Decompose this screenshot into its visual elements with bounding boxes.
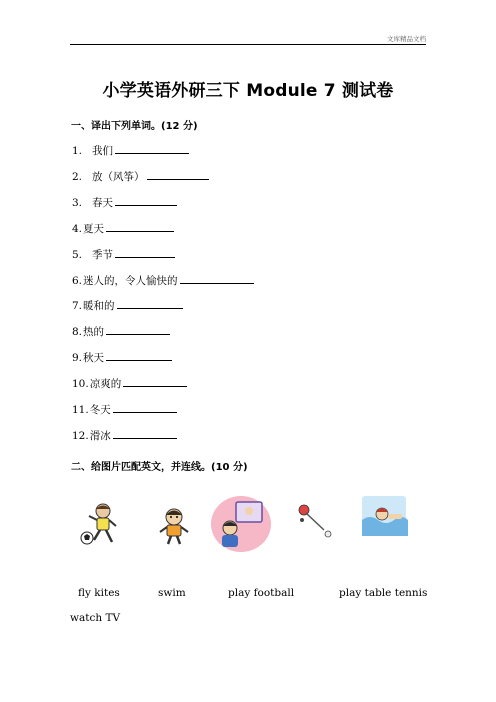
question-number: 5.: [72, 248, 83, 261]
answer-blank[interactable]: [180, 274, 254, 284]
question-text: 放（风筝）: [92, 170, 145, 183]
label-play-football: play football: [228, 587, 295, 599]
question-number: 2.: [72, 170, 83, 183]
boy-with-kite-picture: [156, 506, 192, 546]
question-text: 秋天: [83, 352, 105, 365]
question-item: [72, 298, 183, 313]
question-item: [72, 324, 170, 339]
question-text: 热的: [83, 326, 105, 339]
question-text: 夏天: [83, 222, 105, 235]
question-item: [72, 169, 209, 184]
question-item: [72, 143, 189, 158]
header-rule: [70, 44, 426, 45]
question-item: [72, 195, 177, 210]
football-player-picture: [78, 502, 122, 546]
question-text: 春天: [92, 196, 114, 209]
question-number: 6.: [72, 274, 83, 287]
question-text: 暖和的: [83, 300, 115, 313]
question-item: [72, 402, 177, 417]
answer-blank[interactable]: [106, 351, 172, 361]
question-text: 我们: [92, 145, 114, 157]
question-number: 12.: [72, 429, 89, 442]
label-swim: swim: [158, 587, 186, 599]
answer-blank[interactable]: [115, 248, 175, 258]
swimming-picture: [360, 492, 408, 540]
question-item: [72, 350, 172, 365]
answer-blank[interactable]: [117, 299, 183, 309]
answer-blank[interactable]: [115, 196, 177, 206]
label-fly-kites: fly kites: [78, 587, 120, 599]
question-number: 9.: [72, 352, 83, 365]
answer-blank[interactable]: [147, 170, 209, 180]
question-item: [72, 428, 177, 443]
question-number: 4.: [72, 222, 83, 235]
question-item: [72, 221, 174, 236]
question-item: [72, 273, 254, 288]
question-item: [72, 247, 175, 262]
answer-blank[interactable]: [123, 377, 187, 387]
table-tennis-picture: [294, 500, 334, 540]
page-title: 小学英语外研三下 Module 7 测试卷: [102, 81, 394, 101]
answer-blank[interactable]: [115, 144, 189, 154]
section2-heading: 二、给图片匹配英文，并连线。(10 分): [71, 462, 248, 473]
picture-row: [70, 488, 430, 558]
header-mark: 文库精品文档: [387, 35, 426, 43]
question-item: [72, 376, 187, 391]
label-watch-tv: watch TV: [70, 612, 121, 624]
question-number: 1.: [72, 145, 83, 157]
question-number: 10.: [72, 378, 89, 391]
answer-blank[interactable]: [106, 325, 170, 335]
question-text: 滑冰: [89, 429, 111, 442]
question-number: 8.: [72, 326, 83, 339]
question-number: 3.: [72, 196, 83, 209]
question-number: 7.: [72, 300, 83, 313]
answer-blank[interactable]: [113, 429, 177, 439]
question-number: 11.: [72, 404, 89, 416]
label-play-table-tennis: play table tennis: [339, 587, 428, 599]
question-text: 冬天: [89, 404, 111, 416]
section1-heading: 一、译出下列单词。(12 分): [71, 121, 198, 132]
question-text: 季节: [92, 248, 114, 261]
answer-blank[interactable]: [113, 403, 177, 413]
watching-tv-picture: [210, 494, 272, 554]
question-text: 凉爽的: [89, 378, 122, 391]
question-text: 迷人的，令人愉快的: [83, 274, 178, 287]
answer-blank[interactable]: [106, 222, 174, 232]
